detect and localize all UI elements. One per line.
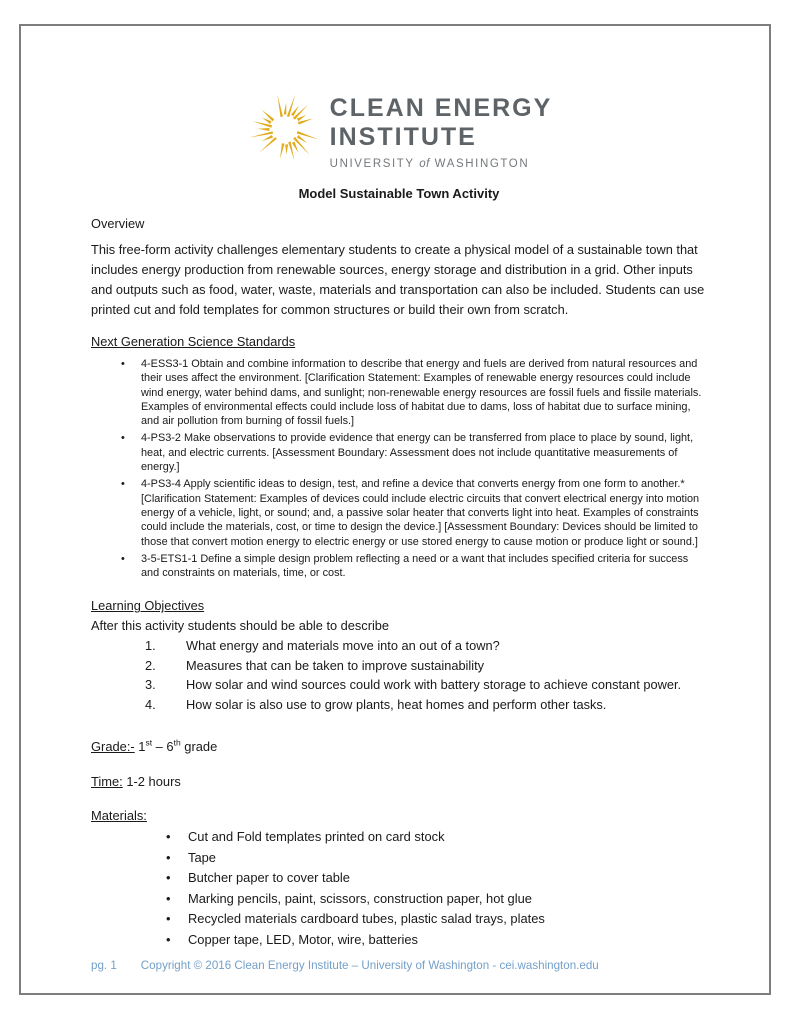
material-item: • Recycled materials cardboard tubes, plastic salad trays, plates [91,909,707,930]
grade-label: Grade:- [91,739,135,755]
grade-line [91,739,707,754]
objective-item: Measures that can be taken to improve sustainability [186,657,485,673]
footer-copyright: Copyright © 2016 Clean Energy Institute – University of Washington - cei.washington.edu [140,959,599,972]
materials-label: Materials: [91,808,147,824]
objectives-intro: After this activity students should be able to describe [91,618,390,634]
time-line [91,774,707,789]
university-of: of [419,158,430,170]
ngss-heading: Next Generation Science Standards [91,334,296,349]
ngss-item: • 4-PS3-2 Make observations to provide evidence that energy can be transferred from place to place by sound, light, heat, and electric currents. [Assessment Boundary: Assessment does not include quantitative measurements of energy.] [91,431,707,474]
objectives-list [91,636,707,714]
overview-paragraph: This free-form activity challenges elementary students to create a physical model of a sustainable town that includes energy production from renewable sources, energy storage and distribution in a grid. Other inputs and outputs such as food, water, waste, materials and transportation can also be included. Students can use printed cut and fold templates for common structures or build their own from scratch. [91,242,705,317]
time-label: Time: [91,774,123,790]
overview-heading: Overview [91,216,145,231]
university-post: WASHINGTON [429,158,530,170]
footer-page-number: pg. 1 [91,959,117,972]
page-title: Model Sustainable Town Activity [298,186,500,201]
logo-wordmark [330,90,553,170]
material-item: • Marking pencils, paint, scissors, construction paper, hot glue [91,889,707,910]
ngss-list [91,357,707,580]
sunburst-icon [246,90,324,168]
logo-line-1: CLEAN ENERGY [329,94,553,122]
logo-line-2: INSTITUTE [329,123,477,151]
ngss-item: • 4-ESS3-1 Obtain and combine information to describe that energy and fuels are derived from natural resources and their uses affect the environment. [Clarification Statement: Examples of renewable energy resources could include wind energy, water behind dams, and sunlight; non-renewable energy resources are fossil fuels and fissile materials. Examples of environmental effects could include loss of habitat due to dams, loss of habitat due to surface mining, and air pollution from burning of fossil fuels.] [91,357,707,428]
ngss-item: • 4-PS3-4 Apply scientific ideas to design, test, and refine a device that converts energy from one form to another.* [Clarification Statement: Examples of devices could include electric circuits that convert electrical energy into motion energy of a vehicle, light, or sound; and, a passive solar heater that converts light into heat. Examples of constraints could include the materials, cost, or time to design the device.] [Assessment Boundary: Devices should be limited to those that convert motion energy to electric energy or use stored energy to cause motion or produce light or sound.] [91,477,707,548]
ngss-item: • 3-5-ETS1-1 Define a simple design problem reflecting a need or a want that includes specified criteria for success and constraints on materials, time, or cost. [91,552,707,581]
material-item: • Copper tape, LED, Motor, wire, batteries [91,930,707,951]
material-item: • Cut and Fold templates printed on card stock [91,827,707,848]
objective-item: How solar and wind sources could work with battery storage to achieve constant power. [186,677,682,693]
page-border [19,24,771,995]
university-line [330,158,553,170]
material-item: • Butcher paper to cover table [91,868,707,889]
cei-logo [91,90,707,170]
objectives-heading: Learning Objectives [91,598,205,614]
material-item: • Tape [91,848,707,869]
materials-list [91,827,707,950]
objective-item: How solar is also use to grow plants, heat homes and perform other tasks. [186,696,607,712]
time-value: 1-2 hours [126,774,181,790]
university-pre: UNIVERSITY [329,158,420,170]
objective-item: What energy and materials move into an out of a town? [186,638,500,654]
grade-value: 1st – 6th grade [138,738,218,755]
document-content [91,26,707,950]
page-footer [91,959,599,972]
materials-line [91,808,707,823]
